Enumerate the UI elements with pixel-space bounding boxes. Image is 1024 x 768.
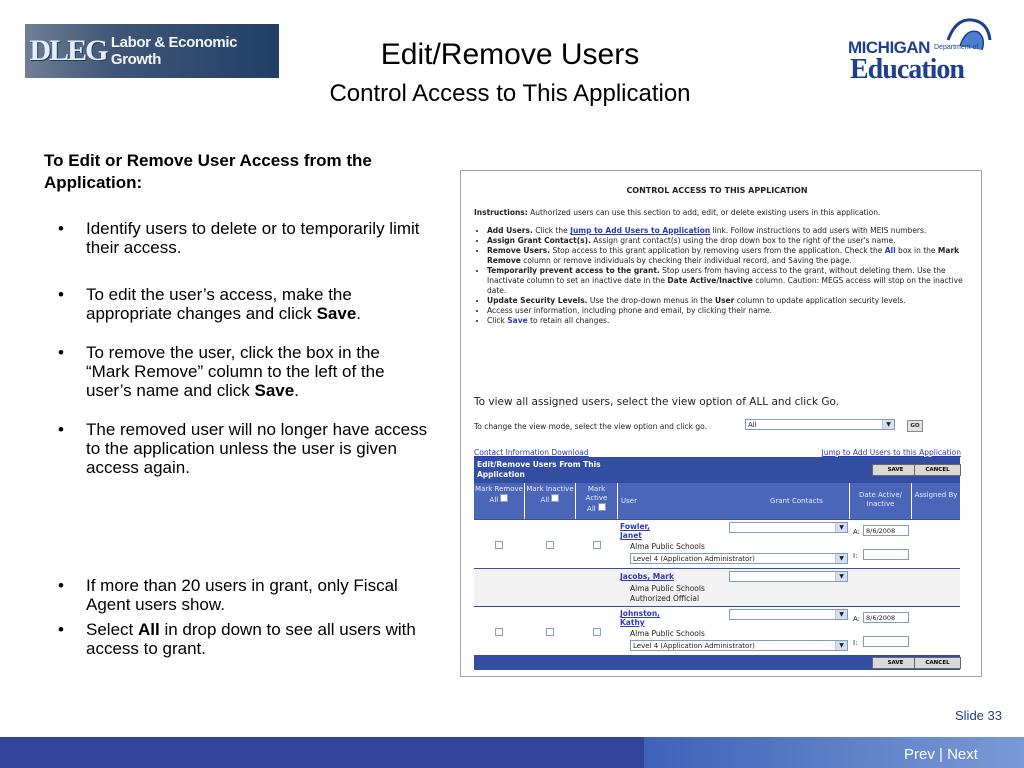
col-date-active-inactive: Date Active/ Inactive bbox=[850, 483, 912, 519]
mde-logo bbox=[848, 0, 998, 92]
bullet-dot: • bbox=[58, 285, 64, 304]
assigned-by-cell bbox=[912, 520, 960, 568]
table-row: Fowler, Janet ▼ Alma Public Schools Level 4 (Application Administrator) ▼ A: 8/6/2008 I: bbox=[474, 519, 960, 568]
grid-bottom-bar bbox=[474, 655, 960, 670]
active-date-input[interactable]: 8/6/2008 bbox=[863, 525, 909, 536]
dleg-monogram: DLEG bbox=[29, 34, 107, 67]
security-level-select[interactable]: Level 4 (Application Administrator) ▼ bbox=[630, 640, 848, 651]
user-org: Alma Public Schools bbox=[630, 629, 705, 638]
active-date-input[interactable]: 8/6/2008 bbox=[863, 612, 909, 623]
save-button-bottom[interactable]: SAVE bbox=[872, 657, 919, 669]
table-row bbox=[474, 568, 960, 606]
user-name-link[interactable]: Fowler, Janet bbox=[620, 522, 651, 540]
bullet-text-end: . bbox=[356, 304, 362, 323]
col-assigned-by: Assigned By bbox=[912, 483, 960, 519]
chevron-down-icon: ▼ bbox=[835, 572, 847, 581]
chevron-down-icon: ▼ bbox=[835, 641, 847, 650]
mark-inactive-checkbox[interactable] bbox=[546, 541, 554, 549]
instruction-item: • Add Users. Click the Jump to Add Users to Application link. Follow instructions to add users with MEIS numbers. bbox=[487, 226, 969, 236]
mark-inactive-checkbox[interactable] bbox=[546, 628, 554, 636]
view-option-select[interactable] bbox=[745, 419, 895, 430]
bullet-item bbox=[58, 343, 428, 400]
user-name-link[interactable]: Jacobs, Mark bbox=[620, 572, 674, 581]
mark-active-all-checkbox[interactable] bbox=[598, 503, 606, 511]
assigned-by-cell bbox=[912, 607, 960, 655]
bullet-item bbox=[58, 620, 428, 658]
instruction-item: • Update Security Levels. Use the drop-down menus in the User column to update application security levels. bbox=[487, 296, 969, 306]
grid-top-links bbox=[474, 448, 961, 457]
bullet-item bbox=[58, 285, 428, 323]
user-org: Alma Public Schools bbox=[630, 584, 705, 593]
inactive-date-input[interactable] bbox=[863, 636, 909, 647]
app-screenshot bbox=[460, 170, 982, 677]
bullet-item bbox=[58, 219, 428, 257]
grid-title: Edit/Remove Users From This Application bbox=[477, 460, 601, 479]
user-role: Authorized Official bbox=[630, 594, 700, 603]
users-grid bbox=[474, 457, 960, 670]
instruction-item: • Assign Grant Contact(s). Assign grant contact(s) using the drop down box to the right of the user's name. bbox=[487, 236, 969, 246]
instruction-item: • Click Save to retain all changes. bbox=[487, 316, 969, 326]
col-user: User Grant Contacts bbox=[618, 483, 850, 519]
chevron-down-icon: ▼ bbox=[835, 610, 847, 619]
mark-remove-all-checkbox[interactable] bbox=[500, 494, 508, 502]
bullet-bold: Save bbox=[316, 304, 357, 323]
col-mark-active: Mark Active All bbox=[576, 483, 618, 519]
app-instructions bbox=[474, 208, 969, 326]
save-button-top[interactable]: SAVE bbox=[872, 464, 919, 476]
bullet-dot: • bbox=[58, 219, 64, 238]
instructions-heading: To Edit or Remove User Access from the Application: bbox=[44, 151, 372, 192]
chevron-down-icon: ▼ bbox=[835, 554, 847, 563]
bullet-dot: • bbox=[58, 343, 64, 362]
instruction-item: • Access user information, including phone and email, by clicking their name. bbox=[487, 306, 969, 316]
instructions-text: Authorized users can use this section to add, edit, or delete existing users in this application. bbox=[527, 208, 881, 217]
grant-contact-select[interactable] bbox=[729, 609, 848, 620]
bullet-item bbox=[58, 576, 428, 614]
instruction-item: • Temporarily prevent access to the grant. Stop users from having access to the grant, without deleting them. Use the Inactivate column to set an inactive date in the Date Active/Inactive column. Caution: MEGS access will stop on the inactive date. bbox=[487, 266, 969, 296]
prev-link[interactable]: Prev bbox=[904, 746, 935, 763]
chevron-down-icon: ▼ bbox=[882, 420, 894, 429]
change-view-instruction: To change the view mode, select the view option and click go. bbox=[474, 422, 708, 431]
bullet-dot: • bbox=[58, 576, 64, 595]
instruction-item: • Remove Users. Stop access to this grant application by removing users from the application. Check the All box in the Mark Remove column or remove individuals by checking their individual record, and Saving the page. bbox=[487, 246, 969, 266]
cancel-button-bottom[interactable]: CANCEL bbox=[914, 657, 961, 669]
inactive-date-input[interactable] bbox=[863, 549, 909, 560]
next-link[interactable]: Next bbox=[947, 746, 978, 763]
bullet-item bbox=[58, 420, 428, 477]
app-heading: CONTROL ACCESS TO THIS APPLICATION bbox=[626, 186, 808, 195]
jump-to-add-users-link[interactable]: Jump to Add Users to Application bbox=[570, 226, 711, 235]
bullet-text-end: . bbox=[294, 381, 299, 400]
slide-number: Slide 33 bbox=[955, 708, 1002, 723]
mde-education-text: Education bbox=[850, 54, 964, 85]
bullet-text: The removed user will no longer have access to the application unless the user is given access again. bbox=[86, 420, 428, 477]
bullet-dot: • bbox=[58, 420, 64, 439]
grant-contact-select[interactable] bbox=[729, 571, 848, 582]
mde-dept-text: Department of bbox=[934, 44, 979, 51]
mark-remove-checkbox[interactable] bbox=[495, 628, 503, 636]
bullet-bold: All bbox=[137, 620, 160, 639]
mark-remove-checkbox[interactable] bbox=[495, 541, 503, 549]
view-option-value: All bbox=[748, 421, 757, 429]
cancel-button-top[interactable]: CANCEL bbox=[914, 464, 961, 476]
mark-active-checkbox[interactable] bbox=[593, 541, 601, 549]
page-title: Edit/Remove Users bbox=[380, 38, 640, 71]
bullet-dot: • bbox=[58, 620, 64, 639]
bullet-text: To edit the user’s access, make the appropriate changes and click bbox=[86, 285, 352, 323]
mark-inactive-all-checkbox[interactable] bbox=[551, 494, 559, 502]
nav-separator: | bbox=[939, 746, 943, 763]
grid-title-bar bbox=[474, 457, 960, 483]
mark-active-checkbox[interactable] bbox=[593, 628, 601, 636]
bullet-text: To remove the user, click the box in the “Mark Remove” column to the left of the user’s name and click bbox=[86, 343, 385, 400]
dleg-tagline: Labor & Economic Growth bbox=[110, 34, 238, 68]
instructions-label: Instructions: bbox=[474, 208, 528, 217]
jump-to-add-users-link-bottom[interactable]: Jump to Add Users to this Application bbox=[821, 448, 961, 457]
bullet-text: Identify users to delete or to temporarily limit their access. bbox=[86, 219, 420, 257]
bullet-bold: Save bbox=[254, 381, 295, 400]
user-org: Alma Public Schools bbox=[630, 542, 705, 551]
contact-info-download-link[interactable]: Contact Information Download bbox=[474, 448, 589, 457]
slide-nav bbox=[904, 746, 978, 763]
col-mark-inactive: Mark Inactive All bbox=[525, 483, 576, 519]
user-name-link[interactable]: Johnston, Kathy bbox=[620, 609, 661, 627]
bullet-text: If more than 20 users in grant, only Fiscal Agent users show. bbox=[86, 576, 398, 614]
page-subtitle: Control Access to This Application bbox=[329, 80, 691, 107]
mde-michigan-text: MICHIGAN bbox=[848, 38, 930, 57]
dleg-logo bbox=[25, 24, 279, 78]
bullet-text: Select bbox=[86, 620, 138, 639]
grant-contact-select[interactable] bbox=[729, 522, 848, 533]
col-mark-remove: Mark Remove All bbox=[474, 483, 525, 519]
chevron-down-icon: ▼ bbox=[835, 523, 847, 532]
security-level-select[interactable]: Level 4 (Application Administrator) ▼ bbox=[630, 553, 848, 564]
table-row: Johnston, Kathy ▼ Alma Public Schools Level 4 (Application Administrator) ▼ A: 8/6/2008 I: bbox=[474, 606, 960, 655]
bullet-text-end: in drop down to see all users with access to grant. bbox=[86, 620, 416, 658]
go-button[interactable]: GO bbox=[907, 420, 923, 432]
view-all-instruction: To view all assigned users, select the view option of ALL and click Go. bbox=[474, 396, 840, 408]
